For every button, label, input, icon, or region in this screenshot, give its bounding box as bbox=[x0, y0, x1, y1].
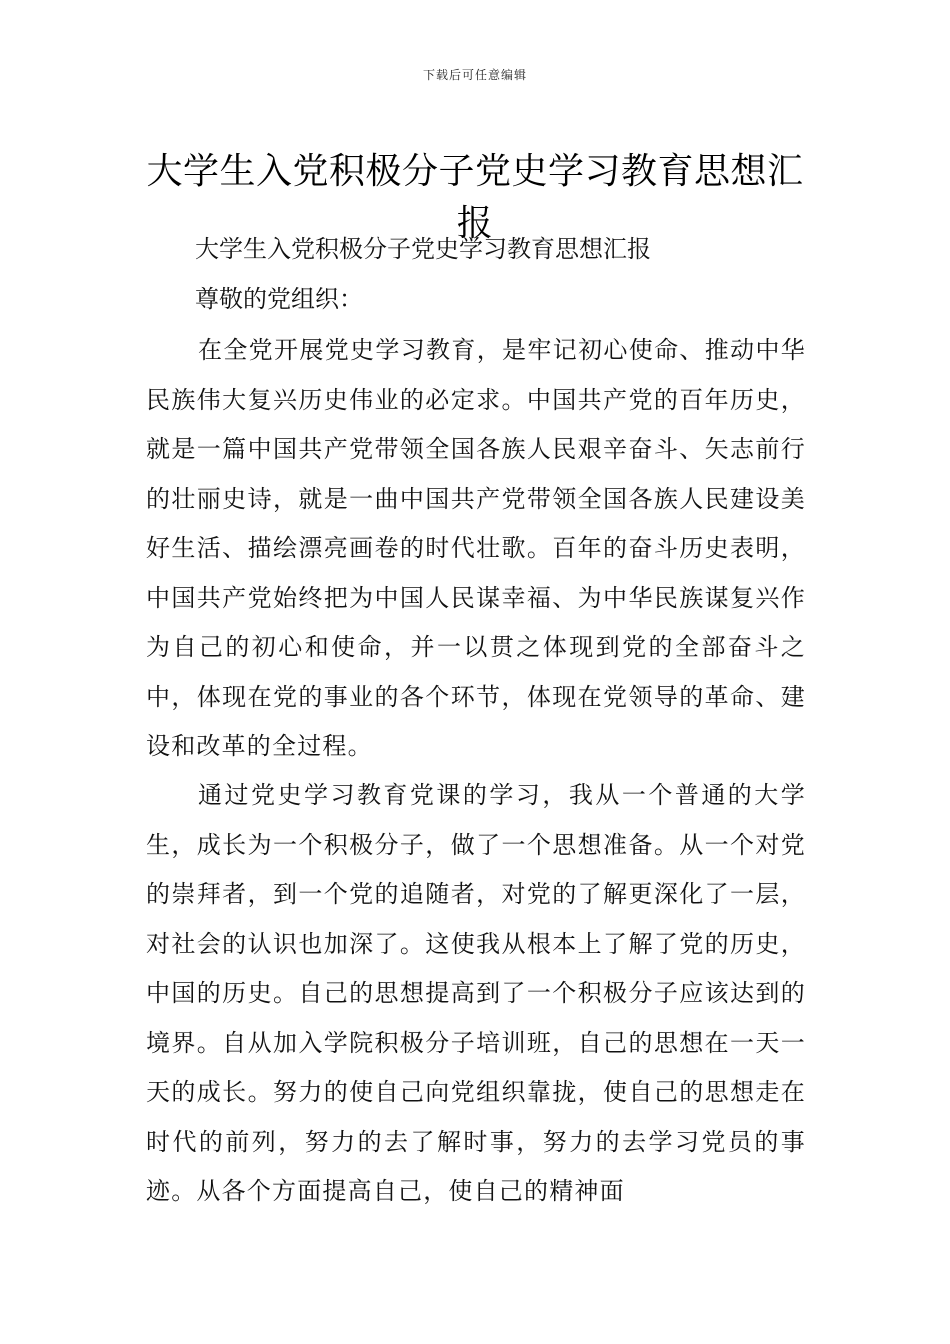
salutation: 尊敬的党组织： bbox=[195, 285, 363, 313]
paragraph-1: 在全党开展党史学习教育，是牢记初心使命、推动中华民族伟大复兴历史伟业的必定求。中国共产党的百年历史，就是一篇中国共产党带领全国各族人民艰辛奋斗、矢志前行的壮丽史诗，就是一曲中国共产党带领全国各族人民建设美好生活、描绘漂亮画卷的时代壮歌。百年的奋斗历史表明，中国共产党始终把为中国人民谋幸福、为中华民族谋复兴作为自己的初心和使命，并一以贯之体现到党的全部奋斗之中，体现在党的事业的各个环节，体现在党领导的革命、建设和改革的全过程。 bbox=[146, 336, 806, 760]
header-note: 下载后可任意编辑 bbox=[422, 68, 527, 82]
paragraph-2: 通过党史学习教育党课的学习，我从一个普通的大学生，成长为一个积极分子，做了一个思想准备。从一个对党的崇拜者，到一个党的追随者，对党的了解更深化了一层，对社会的认识也加深了。这使我从根本上了解了党的历史，中国的历史。自己的思想提高到了一个积极分子应该达到的境界。自从加入学院积极分子培训班，自己的思想在一天一天的成长。努力的使自己向党组织靠拢，使自己的思想走在时代的前列，努力的去了解时事，努力的去学习党员的事迹。从各个方面提高自己，使自己的精神面 bbox=[146, 781, 806, 1205]
document-subtitle: 大学生入党积极分子党史学习教育思想汇报 bbox=[195, 235, 651, 263]
document-title: 大学生入党积极分子党史学习教育思想汇报 bbox=[146, 151, 804, 245]
